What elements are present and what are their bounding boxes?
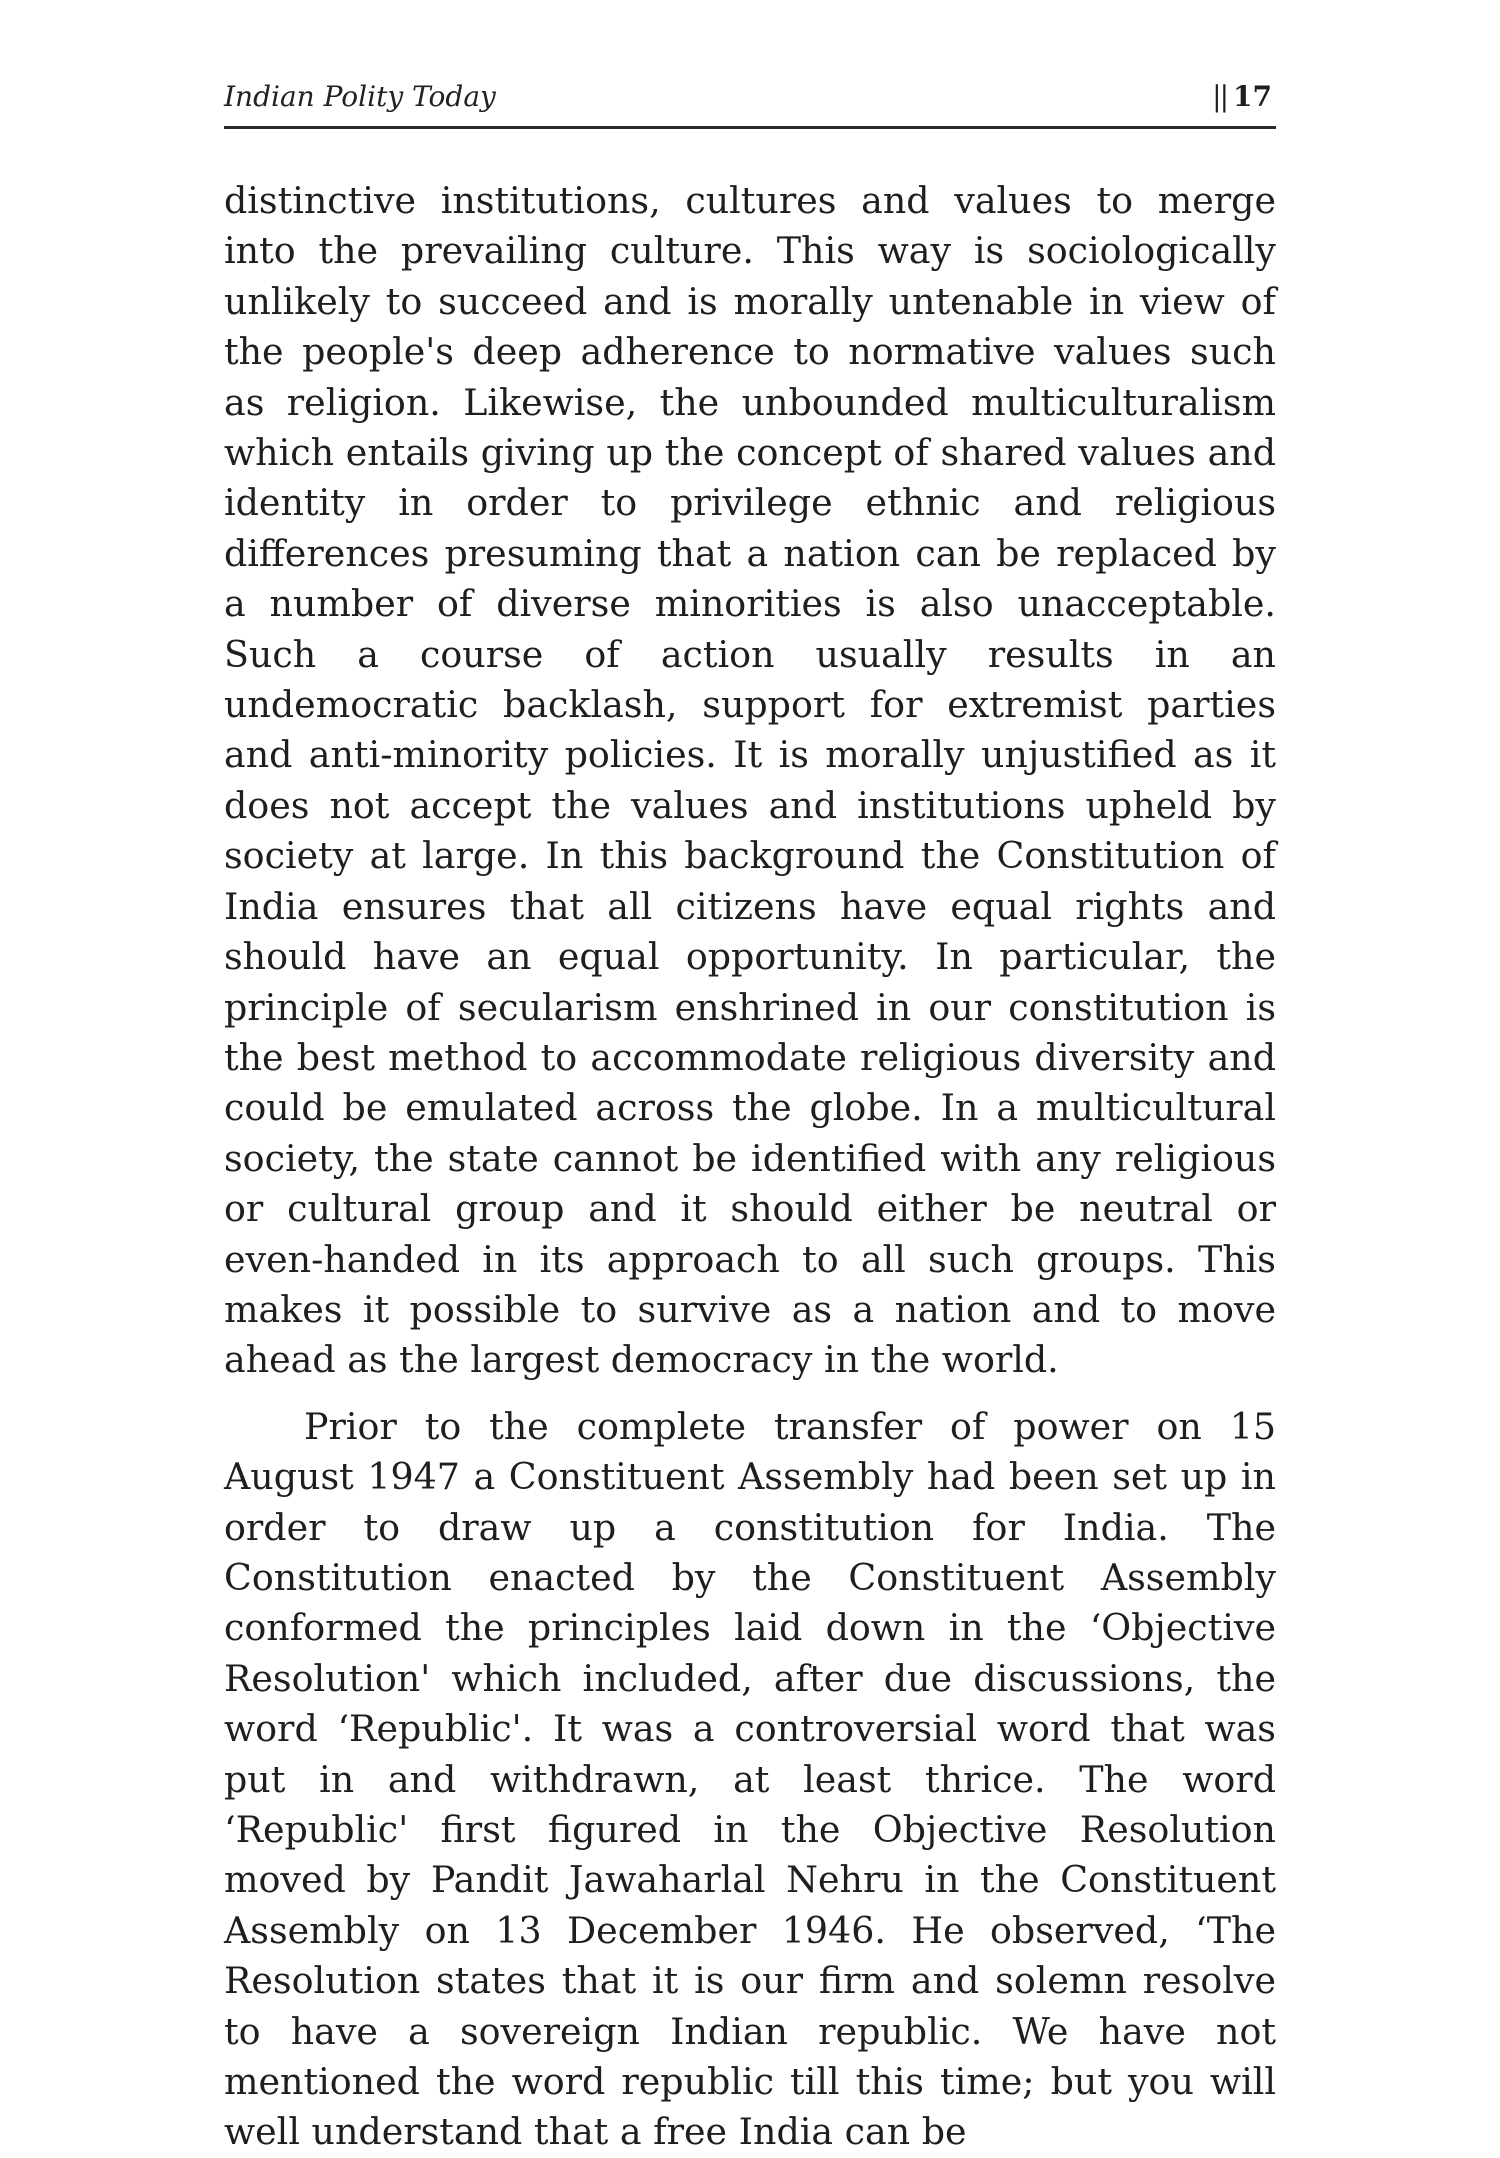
running-title: Indian Polity Today [224,80,496,113]
page-header [224,78,1276,122]
body-text [224,176,1276,2158]
page-number: 17 [1233,80,1272,113]
paragraph-2: Prior to the complete transfer of power on 15 August 1947 a Constituent Assembly had been set up in order to draw up a constitution for India. The Constitution enacted by the Constituent Assembly conformed the principles laid down in the ‘Objective Resolution' which included, after due discussions, the word ‘Republic'. It was a controversial word that was put in and withdrawn, at least thrice. The word ‘Republic' first figured in the Objective Resolution moved by Pandit Jawaharlal Nehru in the Constituent Assembly on 13 December 1946. He observed, ‘The Resolution states that it is our firm and solemn resolve to have a sovereign Indian republic. We have not mentioned the word republic till this time; but you will well understand that a free India can be [224,1404,1276,2154]
paragraph-1: distinctive institutions, cultures and values to merge into the prevailing culture. This way is sociologically unlikely to succeed and is morally untenable in view of the people's deep adherence to normative values such as religion. Likewise, the unbounded multiculturalism which entails giving up the concept of shared values and identity in order to privilege ethnic and religious differences presuming that a nation can be replaced by a number of diverse minorities is also unacceptable. Such a course of action usually results in an undemocratic backlash, support for extremist parties and anti-minority policies. It is morally unjustified as it does not accept the values and institutions upheld by society at large. In this background the Constitution of India ensures that all citizens have equal rights and should have an equal opportunity. In particular, the principle of secularism enshrined in our constitution is the best method to accommodate religious diversity and could be emulated across the globe. In a multicultural society, the state cannot be identified with any religious or cultural group and it should either be neutral or even-handed in its approach to all such groups. This makes it possible to survive as a nation and to move ahead as the largest democracy in the world. [224,179,1276,1382]
page-number-block [1212,78,1272,116]
page-number-bars: || [1212,80,1228,113]
header-rule [224,126,1276,129]
